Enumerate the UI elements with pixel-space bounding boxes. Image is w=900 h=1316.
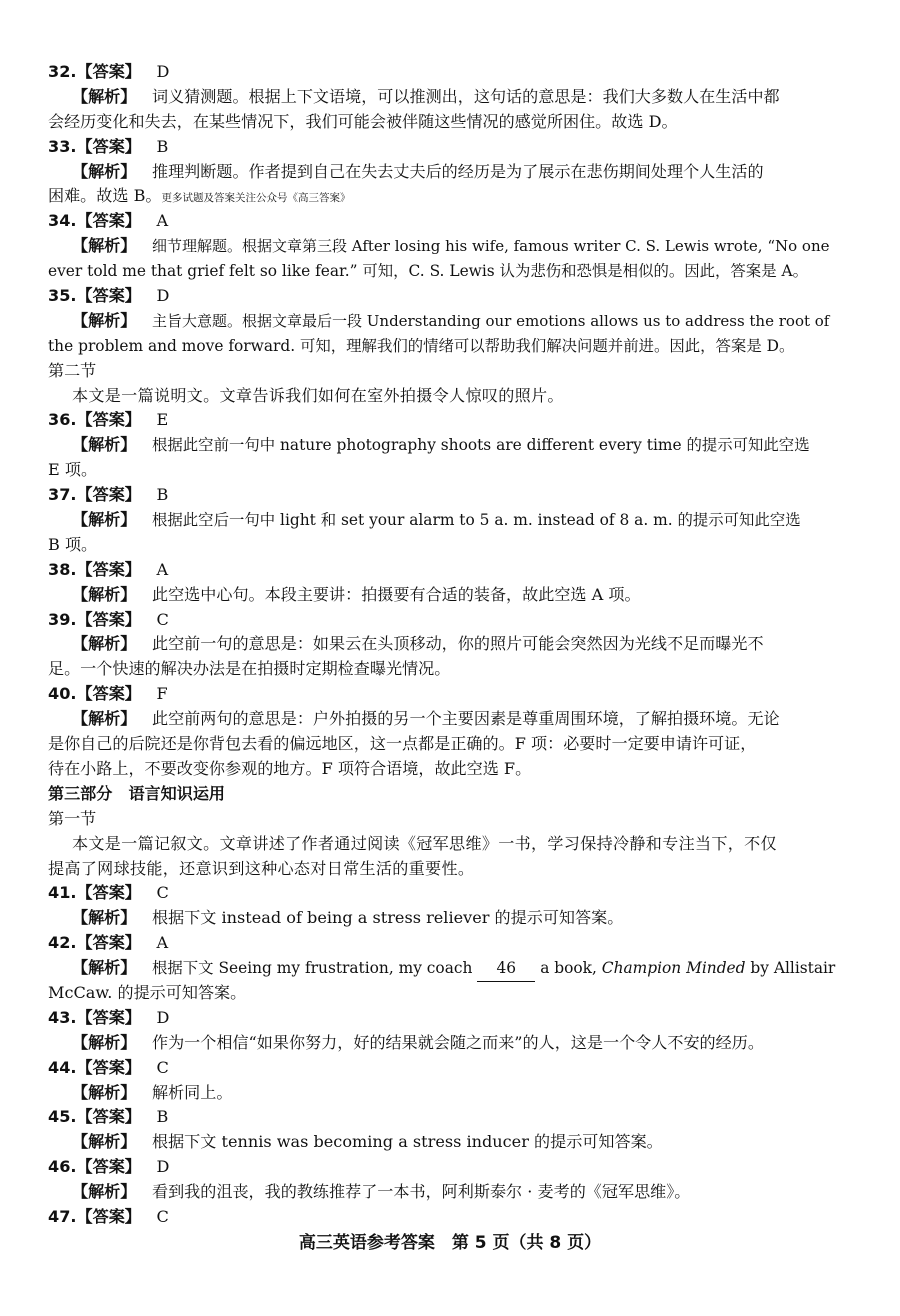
answer-tag: 【答案】 [76,485,141,505]
answer-tag: 【答案】 [76,1007,141,1027]
explanation-tag: 【解析】 [72,908,137,928]
answer-tag: 【答案】 [76,684,141,704]
answer-line-42 [48,931,878,956]
answer-value: C [156,609,169,629]
explanation-text: 主旨大意题。根据文章最后一段 Understanding our emotions allows us to address the root of [152,311,830,330]
answer-tag: 【答案】 [76,136,141,156]
explanation-line [48,583,878,608]
explanation-text: 根据下文 instead of being a stress reliever 的提示可知答案。 [152,908,624,928]
explanation-line [48,160,878,185]
answer-tag: 【答案】 [76,211,141,231]
section-intro: 本文是一篇记叙文。文章讲述了作者通过阅读《冠军思维》一书，学习保持冷静和专注当下，不仅 [72,833,777,853]
explanation-line [48,433,878,458]
explanation-line [48,906,878,931]
question-number: 44. [48,1057,77,1077]
explanation-tag: 【解析】 [72,1032,137,1052]
question-number: 38. [48,559,77,579]
explanation-tag: 【解析】 [72,510,137,530]
explanation-text: by Allistair [750,959,836,978]
explanation-line: 待在小路上，不要改变你参观的地方。F 项符合语境，故此空选 F。 [48,758,532,778]
explanation-line [48,1031,878,1056]
explanation-line [48,184,878,209]
question-number: 42. [48,933,77,953]
question-number: 39. [48,609,77,629]
question-number: 47. [48,1206,77,1226]
explanation-line [48,956,878,981]
page-footer: 高三英语参考答案 第 5 页（共 8 页） [298,1233,602,1253]
part-heading: 第三部分 语言知识运用 [48,783,226,803]
explanation-tag: 【解析】 [72,1132,137,1152]
explanation-text: a book, [540,959,597,978]
answer-value: D [156,286,170,306]
promo-note: 更多试题及答案关注公众号《高三答案》 [161,192,351,205]
explanation-line: 是你自己的后院还是你背包去看的偏远地区，这一点都是正确的。F 项：必要时一定要申请许可证， [48,734,757,754]
answer-tag: 【答案】 [76,286,141,306]
answer-value: C [156,1206,169,1226]
explanation-text: 困难。故选 B。 [48,186,162,206]
blank-number: 46 [477,956,535,982]
answer-value: C [156,1057,169,1077]
answer-line-39 [48,608,878,633]
explanation-text: 此空前一句的意思是：如果云在头顶移动，你的照片可能会突然因为光线不足而曝光不 [152,634,764,654]
explanation-line [48,309,878,334]
answer-value: C [156,883,169,903]
explanation-text: 细节理解题。根据文章第三段 After losing his wife, famous writer C. S. Lewis wrote, “No one [152,237,830,256]
question-number: 45. [48,1107,77,1127]
answer-line-33 [48,135,878,160]
explanation-tag: 【解析】 [72,86,137,106]
answer-line-34 [48,209,878,234]
answer-tag: 【答案】 [76,609,141,629]
answer-value: B [156,1107,169,1127]
section-intro: 本文是一篇说明文。文章告诉我们如何在室外拍摄令人惊叹的照片。 [72,385,564,405]
explanation-text: 推理判断题。作者提到自己在失去丈夫后的经历是为了展示在悲伤期间处理个人生活的 [152,161,764,181]
answer-line-38 [48,558,878,583]
answer-value: A [156,933,169,953]
answer-line-45 [48,1105,878,1130]
explanation-text: 解析同上。 [152,1082,233,1102]
answer-line-47 [48,1205,878,1230]
explanation-line [48,1130,878,1155]
explanation-tag: 【解析】 [72,310,137,330]
question-number: 33. [48,136,77,156]
answer-line-32 [48,60,878,85]
answer-value: A [156,559,169,579]
section-intro: 提高了网球技能，还意识到这种心态对日常生活的重要性。 [48,858,475,878]
answer-tag: 【答案】 [76,1107,141,1127]
explanation-text: 此空选中心句。本段主要讲：拍摄要有合适的装备，故此空选 A 项。 [152,584,641,604]
question-number: 35. [48,286,77,306]
explanation-text: 作为一个相信“如果你努力，好的结果就会随之而来”的人，这是一个令人不安的经历。 [152,1032,764,1052]
explanation-line: E 项。 [48,460,98,480]
explanation-line: McCaw. 的提示可知答案。 [48,982,247,1002]
explanation-tag: 【解析】 [72,958,137,978]
explanation-line [48,85,878,110]
explanation-line [48,632,878,657]
question-number: 32. [48,62,77,81]
explanation-line [48,1180,878,1205]
explanation-text: 词义猜测题。根据上下文语境，可以推测出，这句话的意思是：我们大多数人在生活中都 [152,86,780,106]
section-heading: 第一节 [48,808,97,828]
answer-line-37 [48,483,878,508]
answer-tag: 【答案】 [76,62,141,81]
answer-tag: 【答案】 [76,1206,141,1226]
explanation-text: 根据此空后一句中 light 和 set your alarm to 5 a. m. instead of 8 a. m. 的提示可知此空选 [152,511,801,530]
answer-line-36 [48,408,878,433]
explanation-tag: 【解析】 [72,1182,137,1202]
explanation-text: 此空前两句的意思是：户外拍摄的另一个主要因素是尊重周围环境，了解拍摄环境。无论 [152,709,780,729]
answer-tag: 【答案】 [76,410,141,430]
question-number: 43. [48,1007,77,1027]
explanation-tag: 【解析】 [72,1082,137,1102]
explanation-line: B 项。 [48,534,98,554]
answer-tag: 【答案】 [76,1157,141,1177]
book-title: Champion Minded [601,959,746,978]
answer-line-35 [48,284,878,309]
answer-tag: 【答案】 [76,933,141,953]
answer-value: F [156,684,168,704]
answer-line-43 [48,1006,878,1031]
explanation-tag: 【解析】 [72,236,137,256]
explanation-line: ever told me that grief felt so like fear.” 可知，C. S. Lewis 认为悲伤和恐惧是相似的。因此，答案是 A。 [48,262,808,281]
explanation-text: 看到我的沮丧，我的教练推荐了一本书，阿利斯泰尔 · 麦考的《冠军思维》。 [152,1182,691,1202]
answer-line-44 [48,1056,878,1081]
question-number: 46. [48,1157,77,1177]
answer-value: B [156,136,169,156]
answer-tag: 【答案】 [76,1057,141,1077]
answer-value: A [156,211,169,231]
explanation-tag: 【解析】 [72,634,137,654]
explanation-line [48,508,878,533]
explanation-tag: 【解析】 [72,435,137,455]
explanation-line [48,1081,878,1106]
answer-line-46 [48,1155,878,1180]
explanation-tag: 【解析】 [72,709,137,729]
answer-line-40 [48,682,878,707]
answer-line-41 [48,881,878,906]
question-number: 40. [48,684,77,704]
explanation-text: 根据此空前一句中 nature photography shoots are different every time 的提示可知此空选 [152,436,810,455]
question-number: 41. [48,883,77,903]
explanation-line [48,234,878,259]
explanation-line [48,707,878,732]
explanation-tag: 【解析】 [72,584,137,604]
explanation-tag: 【解析】 [72,161,137,181]
question-number: 37. [48,485,77,505]
answer-page [48,60,878,1230]
answer-tag: 【答案】 [76,559,141,579]
answer-value: D [156,1157,170,1177]
explanation-text: 根据下文 Seeing my frustration, my coach [152,959,473,978]
question-number: 36. [48,410,77,430]
explanation-line: 会经历变化和失去，在某些情况下，我们可能会被伴随这些情况的感觉所困住。故选 D。 [48,111,678,131]
answer-value: E [156,410,169,430]
explanation-line: the problem and move forward. 可知，理解我们的情绪可以帮助我们解决问题并前进。因此，答案是 D。 [48,336,795,355]
answer-value: D [156,62,170,81]
answer-tag: 【答案】 [76,883,141,903]
answer-value: D [156,1007,170,1027]
section-heading: 第二节 [48,360,97,380]
explanation-line: 足。一个快速的解决办法是在拍摄时定期检查曝光情况。 [48,659,451,679]
answer-value: B [156,485,169,505]
explanation-text: 根据下文 tennis was becoming a stress inducer 的提示可知答案。 [152,1132,663,1152]
question-number: 34. [48,211,77,231]
